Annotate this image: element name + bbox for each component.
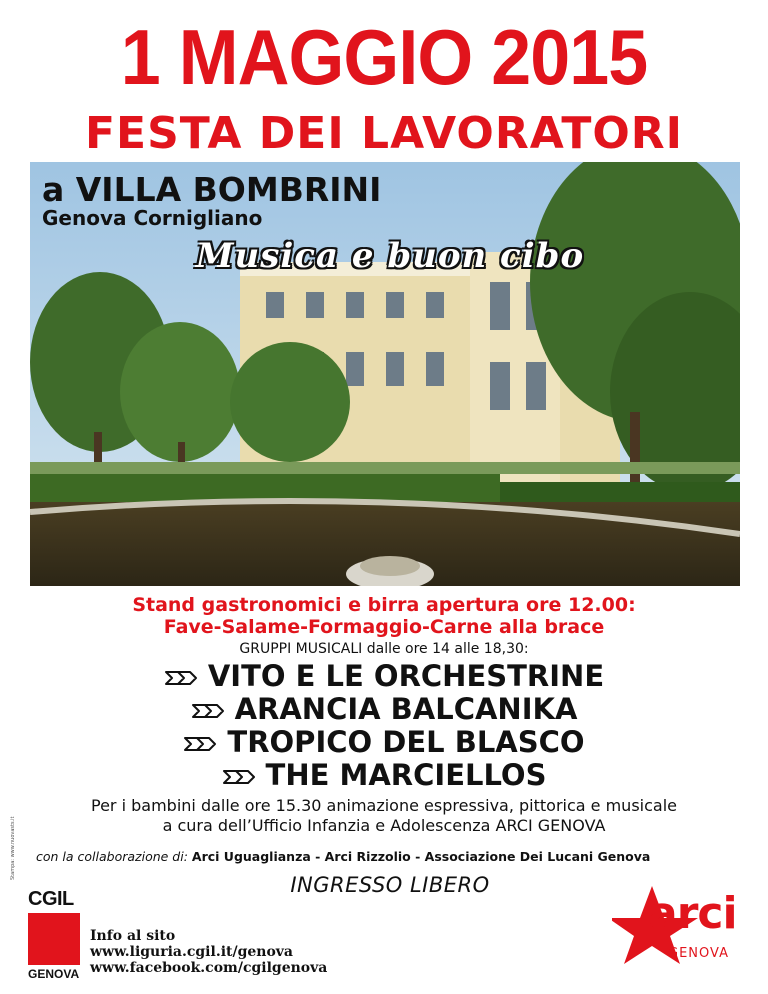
kids-line-1: Per i bambini dalle ore 15.30 animazione espressiva, pittorica e musicale bbox=[91, 796, 677, 815]
date-title: 1 MAGGIO 2015 bbox=[120, 13, 648, 101]
arrow-icon bbox=[191, 701, 225, 721]
cgil-city: GENOVA bbox=[28, 967, 80, 981]
arrow-icon bbox=[222, 767, 256, 787]
band-name: VITO E LE ORCHESTRINE bbox=[207, 659, 605, 693]
free-entry: INGRESSO LIBERO bbox=[290, 873, 490, 897]
music-intro: GRUPPI MUSICALI dalle ore 14 alle 18,30: bbox=[239, 641, 529, 657]
band-item bbox=[0, 659, 768, 693]
collaboration-names: Arci Uguaglianza - Arci Rizzolio - Associazione Dei Lucani Genova bbox=[191, 849, 651, 864]
band-item bbox=[0, 692, 768, 726]
kids-line-2: a cura dell’Ufficio Infanzia e Adolescenza ARCI GENOVA bbox=[162, 816, 606, 835]
collaboration-line bbox=[36, 849, 736, 864]
arrow-icon bbox=[164, 668, 198, 688]
band-name: TROPICO DEL BLASCO bbox=[227, 725, 585, 759]
festival-title: FESTA DEI LAVORATORI bbox=[84, 108, 683, 159]
tagline: Musica e buon cibo bbox=[195, 236, 585, 276]
band-name: THE MARCIELLOS bbox=[265, 758, 547, 792]
info-block bbox=[90, 928, 327, 976]
cgil-name: CGIL bbox=[28, 888, 74, 910]
venue-name: a VILLA BOMBRINI bbox=[42, 170, 382, 209]
collaboration-intro: con la collaborazione di: bbox=[36, 849, 188, 864]
info-label: Info al sito bbox=[90, 928, 176, 944]
arci-name: arci bbox=[648, 888, 737, 939]
arci-city: GENOVA bbox=[668, 946, 729, 961]
band-item bbox=[0, 758, 768, 792]
band-item bbox=[0, 725, 768, 759]
cgil-logo bbox=[28, 889, 86, 981]
band-name: ARANCIA BALCANIKA bbox=[234, 692, 578, 726]
info-website-link[interactable]: www.liguria.cgil.it/genova bbox=[90, 944, 294, 960]
arrow-icon bbox=[183, 734, 217, 754]
venue-location: Genova Cornigliano bbox=[42, 206, 263, 230]
cgil-red-square bbox=[28, 913, 80, 965]
food-menu-line: Fave-Salame-Formaggio-Carne alla brace bbox=[163, 616, 605, 638]
food-stand-line: Stand gastronomici e birra apertura ore 12.00: bbox=[132, 594, 636, 616]
printer-credit: Stampa: www.nuovasts.it bbox=[10, 816, 16, 880]
info-facebook-link[interactable]: www.facebook.com/cgilgenova bbox=[90, 960, 328, 976]
